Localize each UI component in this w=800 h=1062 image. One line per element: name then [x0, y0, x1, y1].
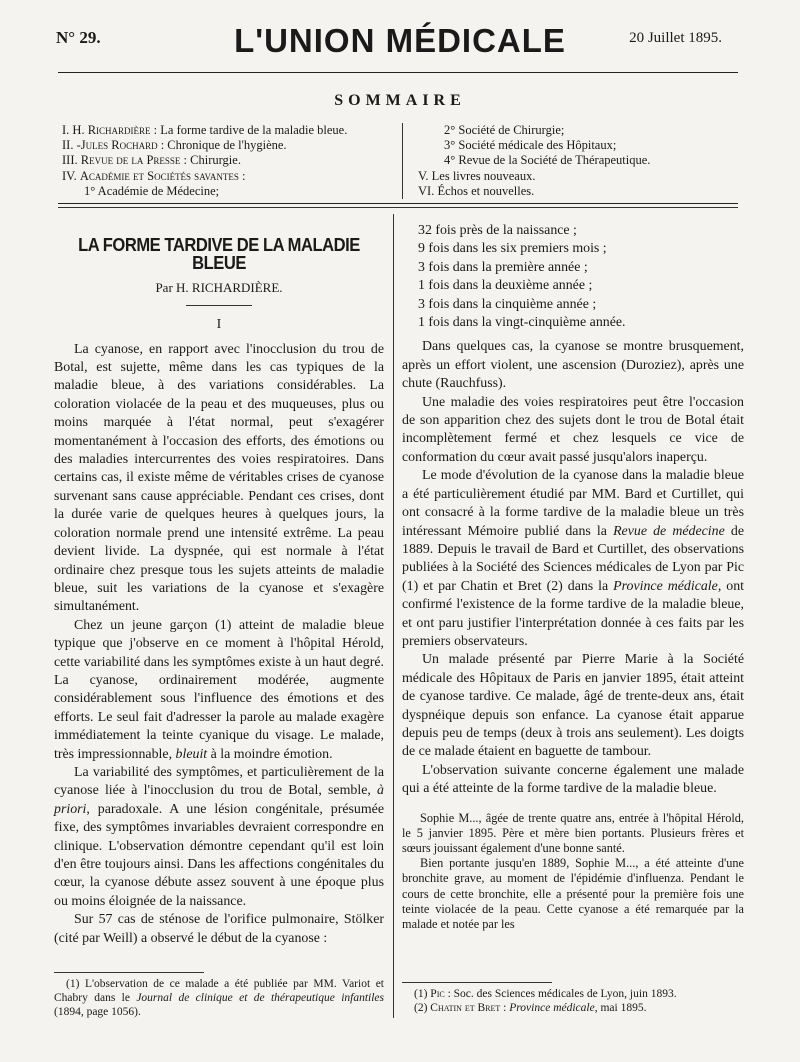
issue-number: N° 29.	[56, 28, 101, 47]
footnote: (1) L'observation de ce malade a été publiée par MM. Variot et Chabry dans le Journal de clinique et de thérapeutique infantiles (1894, page 1056).	[54, 978, 384, 1018]
sommaire-item: V. Les livres nouveaux.	[418, 168, 536, 183]
sommaire-item: 2° Société de Chirurgie;	[444, 123, 565, 137]
paragraph: Chez un jeune garçon (1) atteint de maladie bleue typique que j'observe en ce moment à l'hôpital Hérold, cette variabilité dans les symptômes existe à un haut degré. La cyanose, ordinairement modérée, augmente considérablement sous l'influence des émotions et des efforts. Le seul fait d'adresser la parole au malade exagère immédiatement la teinte cyanique du visage. Le malade, très impressionnable, bleuit à la moindre émotion.	[54, 617, 384, 762]
sommaire-left-column	[62, 123, 347, 199]
issue-date: 20 Juillet 1895.	[629, 30, 722, 46]
masthead-rule	[58, 72, 738, 73]
article-left-column	[54, 236, 384, 948]
sommaire-rule-top	[58, 203, 738, 204]
sommaire-item: IV. Académie et Sociétés savantes :	[62, 168, 246, 183]
paragraph: La variabilité des symptômes, et particulièrement de la cyanose liée à l'inocclusion du trou de Botal, semble, à priori, paradoxale. A une lésion congénitale, présumée fixe, des symptômes invariables devraient correspondre en clinique. L'observation démontre cependant qu'il est loin d'en être toujours ainsi. Dans les affections congénitales du cœur, la cyanose débute assez souvent à une époque plus ou moins éloignée de la naissance.	[54, 764, 384, 909]
list-item: 3 fois dans la cinquième année ;	[418, 296, 597, 312]
paragraph: Un malade présenté par Pierre Marie à la Société médicale des Hôpitaux de Paris en janvier 1895, était atteint de cyanose tardive. Ce malade, âgé de trente-deux ans, était dyspnéique depuis son enfance. La cyanose était apparue depuis peu de temps (deux à trois ans seulement). Les doigts de ce malade étaient en baguette de tambour.	[402, 652, 744, 760]
section-number: I	[216, 317, 222, 333]
list-item: 9 fois dans les six premiers mois ;	[418, 241, 607, 257]
column-divider	[393, 214, 394, 1018]
list-item: 32 fois près de la naissance ;	[418, 223, 577, 238]
sommaire-divider	[402, 123, 403, 199]
paragraph: Bien portante jusqu'en 1889, Sophie M..., a été atteinte d'une bronchite grave, au moment de l'épidémie d'influenza. Pendant le cours de cette bronchite, elle a présenté pour la première fois une teinte violacée de la peau. Cette cyanose a été remarquée par la malade et notée par les	[402, 856, 744, 932]
case-report	[402, 811, 744, 933]
footnote-rule	[402, 982, 552, 983]
left-footnote-area	[54, 972, 384, 1019]
article-right-column	[402, 222, 744, 932]
footnote-rule	[54, 972, 204, 973]
sommaire-item: 1° Académie de Médecine;	[84, 183, 220, 198]
onset-list	[402, 222, 744, 332]
footnote: (1) Pic : Soc. des Sciences médicales de Lyon, juin 1893. (2) Chatin et Bret : Province médicale, mai 1895.	[414, 988, 677, 1014]
paragraph: Le mode d'évolution de la cyanose dans la maladie bleue a été particulièrement étudié par MM. Bard et Curtillet, qui ont consacré à la forme tardive de la maladie bleue un très intéressant Mémoire publié dans la Revue de médecine de 1889. Depuis le travail de Bard et Curtillet, des observations publiées à la Société des Sciences médicales de Lyon par Pic (1) et par Chatin et Bret (2) dans la Province médicale, ont confirmé l'existence de la forme tardive de la maladie bleue, et ont paru justifier l'interprétation donnée à ces faits par les premiers observateurs.	[402, 468, 744, 649]
sommaire-item: II. -Jules Rochard : Chronique de l'hygiène.	[62, 138, 287, 153]
article-byline: Par H. RICHARDIÈRE.	[155, 279, 283, 295]
list-item: 3 fois dans la première année ;	[418, 259, 588, 275]
paragraph: Dans quelques cas, la cyanose se montre brusquement, après un effort violent, une ascension (Duroziez), après une chute (Rauchfuss).	[402, 339, 744, 392]
sommaire-right-column	[418, 123, 650, 199]
sommaire-rule-bottom	[58, 207, 738, 208]
paragraph: Une maladie des voies respiratoires peut être l'occasion de son apparition chez des sujets dont le trou de Botal était incomplètement fermé et chez lesquels ce vice de conformation du cœur avait passé jusqu'alors inaperçu.	[402, 394, 744, 465]
sommaire-item: III. Revue de la Presse : Chirurgie.	[62, 153, 241, 168]
paragraph: L'observation suivante concerne également une malade qui a été atteinte de la forme tardive de la maladie bleue.	[402, 762, 744, 797]
right-footnote-area	[402, 982, 744, 1015]
sommaire-item: 3° Société médicale des Hôpitaux;	[444, 138, 617, 153]
sommaire-item: I. H. Richardière : La forme tardive de la maladie bleue.	[62, 123, 348, 137]
sommaire-item: 4° Revue de la Société de Thérapeutique.	[444, 153, 651, 168]
paragraph: La cyanose, en rapport avec l'inocclusion du trou de Botal, est sujette, même dans les cas typiques de la maladie bleue, à des variations considérables. La coloration violacée de la peau et des muqueuses, plus ou moins marquée à l'état normal, peut s'exagérer momentanément à l'occasion des efforts, des émotions ou des maladies intercurrentes des voies respiratoires. Dans certains cas, il existe même de véritables crises de cyanose survenant sans cause appréciable. Pendant ces crises, dont la durée varie de quelques heures à quelques jours, la coloration normale prend une intensité extrême. La peau devient livide. La dyspnée, qui est normale à l'état ordinaire chez presque tous les sujets atteints de maladie bleue, suit les variations de la cyanose et s'exagère simultanément.	[54, 341, 384, 615]
paragraph: Sur 57 cas de sténose de l'orifice pulmonaire, Stölker (cité par Weill) a observé le début de la cyanose :	[54, 912, 384, 946]
title-rule	[186, 305, 252, 306]
sommaire-item: VI. Échos et nouvelles.	[418, 183, 535, 198]
article-title: LA FORME TARDIVE DE LA MALADIE BLEUE	[78, 235, 360, 274]
journal-title: L'UNION MÉDICALE	[234, 22, 566, 59]
sommaire-title: SOMMAIRE	[334, 92, 466, 109]
paragraph: Sophie M..., âgée de trente quatre ans, entrée à l'hôpital Hérold, le 5 janvier 1895. Père et mère bien portants. Plusieurs frères et sœurs jouissant également d'une bonne santé.	[402, 810, 744, 855]
list-item: 1 fois dans la vingt-cinquième année.	[418, 315, 626, 331]
list-item: 1 fois dans la deuxième année ;	[418, 278, 593, 294]
